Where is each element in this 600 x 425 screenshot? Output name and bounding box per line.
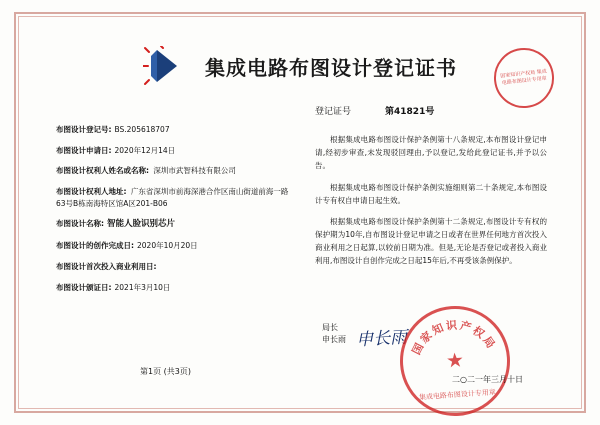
director-name-label: 申长雨	[322, 335, 346, 344]
field-label: 布图设计申请日:	[56, 145, 112, 155]
page-footer: 第1页 (共3页)	[140, 367, 191, 376]
field-value: 深圳市武智科技有限公司	[153, 166, 236, 176]
field-label: 布图设计权利人地址:	[56, 186, 127, 196]
field-layout-registration-no	[56, 124, 291, 136]
page-title: 集成电路布图设计登记证书	[205, 55, 457, 80]
field-value: 2020年12月14日	[114, 145, 176, 155]
field-label: 布图设计首次投入商业利用日:	[56, 261, 157, 271]
field-label: 布图设计颁证日:	[56, 282, 112, 292]
field-first-commercial-use-date	[56, 261, 291, 273]
corner-ornament-top-right	[558, 12, 586, 40]
registration-line	[315, 104, 434, 117]
handwritten-signature: 申长雨	[355, 327, 408, 351]
field-rights-holder-address	[56, 186, 291, 209]
field-issue-date	[56, 282, 291, 294]
fields-column	[56, 124, 291, 302]
seal-star-icon: ★	[445, 349, 465, 373]
legal-text-column	[315, 134, 547, 277]
corner-ornament-top-left	[14, 12, 42, 40]
signature-block	[322, 322, 407, 349]
field-application-date	[56, 145, 291, 157]
director-title-label: 局长	[322, 323, 338, 332]
official-round-seal	[396, 302, 513, 419]
field-label: 布图设计名称:	[56, 219, 104, 229]
registration-number-label: 登记证号	[315, 107, 352, 117]
ic-layout-emblem-icon	[143, 46, 197, 86]
top-right-seal-text: 国家知识产权局 集成电路布图设计专用章	[500, 68, 548, 87]
field-value: 2021年3月10日	[114, 282, 171, 292]
corner-ornament-bottom-right	[558, 385, 586, 413]
field-value: 2020年10月20日	[137, 241, 198, 251]
registration-number-value: 第41821号	[385, 107, 435, 117]
field-label: 布图设计权利人姓名或名称:	[56, 166, 149, 176]
field-value: 智能人脸识别芯片	[107, 219, 176, 230]
field-layout-name	[56, 218, 291, 231]
legal-paragraph-3: 根据集成电路布图设计保护条例第十二条规定,布图设计专有权的保护期为10年,自布图设计登记申请之日或者在世界任何地方首次投入商业利用之日起算,以较前日期为准。但是,无论是否登记或者投入商业利用,布图设计自创作完成之日起15年后,不再受该条例保护。	[315, 217, 547, 266]
legal-paragraph-2: 根据集成电路布图设计保护条例实施细则第二十条规定,本布图设计专有权自申请日起生效。	[315, 182, 547, 205]
field-label: 布图设计的创作完成日:	[56, 241, 134, 251]
field-rights-holder-name	[56, 165, 291, 177]
field-label: 布图设计登记号:	[56, 125, 112, 134]
corner-ornament-bottom-left	[14, 385, 42, 413]
field-value: 广东省深圳市前海深港合作区南山街道前海一路63号B栋南海特区馆A区201-B06	[56, 186, 289, 208]
legal-paragraph-1: 根据集成电路布图设计保护条例第十八条规定,本布图设计登记申请,经初步审查,未发现驳回理由,予以登记,发给此登记证书,并予以公告。	[315, 135, 547, 170]
issue-date-text: 二○二一年三月十日	[452, 375, 523, 384]
seal-bottom-text: 集成电路布图设计专用章	[418, 388, 497, 402]
field-value: BS.205618707	[114, 125, 170, 134]
signature-labels	[322, 322, 346, 346]
seal-arc-text: 国家知识产权局	[409, 318, 499, 357]
field-creation-date	[56, 240, 291, 252]
